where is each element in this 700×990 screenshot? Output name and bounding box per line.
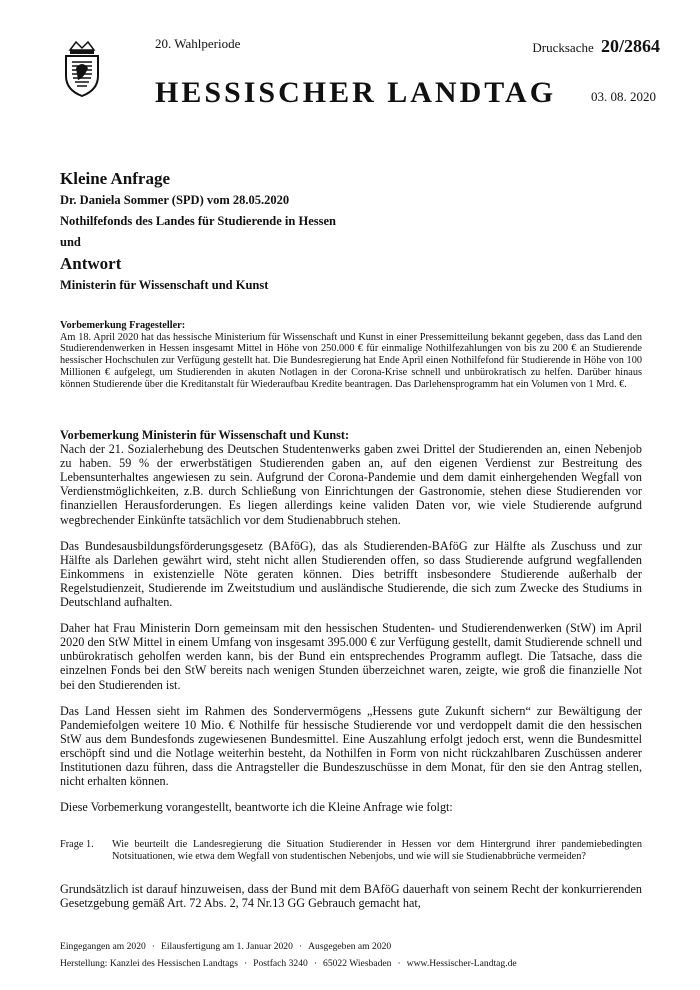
footer-website-link[interactable]: www.Hessischer-Landtag.de	[406, 958, 517, 969]
footer-separator: ·	[298, 941, 303, 952]
preliminary-remark-questioner	[60, 320, 642, 390]
document-heading	[60, 168, 660, 296]
parliament-title: HESSISCHER LANDTAG	[155, 76, 557, 109]
ministry: Ministerin für Wissenschaft und Kunst	[60, 278, 269, 292]
drucksache	[532, 36, 660, 57]
electoral-period: 20. Wahlperiode	[155, 36, 241, 51]
footer-separator: ·	[151, 941, 155, 952]
preliminary-remark-questioner-text: Am 18. April 2020 hat das hessische Ministerium für Wissenschaft und Kunst in einer Pressemitteilung bekannt gegeben, dass das Land den Studierendenwerken in Hessen insgesamt Mittel in Höhe von 250.000 € für einmalige Nothilfezahlungen von bis zu 200 € an Studierende hessischer Hochschulen zur Verfügung gestellt hat. Die Bundesregierung hat Ende April einen Nothilfefond für Studierende in Höhe von 100 Millionen € aufgelegt, um Studierenden in akuten Notlagen in der Corona-Krise schnell und unbürokratisch zu helfen. Darüber hinaus können Studierende über die Kreditanstalt für Wiederaufbau Kredite beantragen. Das Darlehensprogramm hat ein Volumen von 1 Mrd. €.	[60, 331, 642, 390]
footer-po-box: Postfach 3240	[253, 958, 308, 969]
hessen-coat-of-arms-icon	[62, 38, 102, 98]
drucksache-number: 20/2864	[600, 36, 660, 56]
minister-paragraph-5: Diese Vorbemerkung vorangestellt, beantworte ich die Kleine Anfrage wie folgt:	[60, 800, 453, 815]
footer-received: Eingegangen am 2020	[60, 941, 146, 952]
footer-separator: ·	[313, 958, 318, 969]
preliminary-remark-minister-title: Vorbemerkung Ministerin für Wissenschaft und Kunst:	[60, 428, 350, 442]
preliminary-remark-minister	[60, 428, 642, 826]
minister-paragraph-2: Das Bundesausbildungsförderungsgesetz (BAföG), das als Studierenden-BAföG zur Hälfte als Zuschuss und zur Hälfte als Darlehen gewährt wird, steht nicht allen Studierenden offen, so dass Studierende aufgrund wegfallenden Einkommens in existenzielle Nöte geraten können. Dies betrifft insbesondere Studierende außerhalb der Regelstudienzeit, Studierende im Zweitstudium und ausländische Studierende, die sich zum Zwecke des Studiums in Deutschland aufhalten.	[60, 538, 642, 610]
footer-issued: Ausgegeben am 2020	[308, 941, 392, 952]
footer	[60, 938, 660, 972]
question-1-label: Frage 1.	[60, 839, 94, 850]
conjunction: und	[60, 235, 81, 249]
footer-dates	[60, 938, 660, 955]
footer-separator: ·	[243, 958, 248, 969]
footer-separator: ·	[397, 958, 401, 969]
answer-type: Antwort	[60, 254, 122, 273]
inquiry-subject: Nothilfefonds des Landes für Studierende in Hessen	[60, 214, 336, 228]
question-1-text: Wie beurteilt die Landesregierung die Situation Studierender in Hessen vor dem Hintergrund ihrer pandemiebedingten Notsituationen, wie etwa dem Wegfall von studentischen Nebenjobs, und wie will sie Studienabbrüche vermeiden?	[112, 839, 642, 862]
footer-city: 65022 Wiesbaden	[323, 958, 392, 969]
answer-1-text: Grundsätzlich ist darauf hinzuweisen, dass der Bund mit dem BAföG dauerhaft von seinem Recht der konkurrierenden Gesetzgebung gemäß Art. 72 Abs. 2, 74 Nr.13 GG Gebrauch gemacht hat,	[60, 882, 642, 911]
preliminary-remark-questioner-title: Vorbemerkung Fragesteller:	[60, 320, 186, 331]
minister-paragraph-4: Das Land Hessen sieht im Rahmen des Sondervermögens „Hessens gute Zukunft sichern“ zur Bewältigung der Pandemiefolgen weitere 10 Mio. € Nothilfe für hessische Studierende vor und verdoppelt damit die den hessischen StW aus dem Bundesfonds zugewiesenen Bundesmittel. Eine Auszahlung erfolgt jedoch erst, wenn die Bundesmittel erschöpft sind und die Notlage weiterhin besteht, da Nothilfen in Form von nicht rückzahlbaren Zuschüssen anderer Institutionen dazu führen, dass die Antragsteller die Bundeszuschüsse in dem Monat, für den sie den Antrag stellen, nicht erhalten können.	[60, 703, 642, 789]
minister-paragraph-3: Daher hat Frau Ministerin Dorn gemeinsam mit den hessischen Studenten- und Studierendenwerken (StW) im April 2020 den StW Mittel in einem Umfang von insgesamt 395.000 € zur Verfügung gestellt, damit Studierende schnell und unbürokratisch geholfen werden kann, bis der Bund ein entsprechendes Programm auflegt. Die Tatsache, dass die einzelnen Fonds bei den StW bereits nach wenigen Stunden überzeichnet waren, zeigte, wie groß die finanzielle Not bei den Studierenden ist.	[60, 621, 642, 692]
footer-production: Herstellung: Kanzlei des Hessischen Landtags	[60, 958, 238, 969]
inquiry-author: Dr. Daniela Sommer (SPD) vom 28.05.2020	[60, 193, 290, 207]
footer-express-copy: Eilausfertigung am 1. Januar 2020	[161, 941, 293, 952]
drucksache-label: Drucksache	[532, 40, 594, 55]
question-1	[60, 839, 642, 862]
footer-publisher	[60, 955, 660, 972]
inquiry-type: Kleine Anfrage	[60, 169, 171, 188]
document-date: 03. 08. 2020	[591, 89, 656, 104]
minister-paragraph-1: Nach der 21. Sozialerhebung des Deutschen Studentenwerks gaben zwei Drittel der Studierenden an, einen Nebenjob zu haben. 59 % der erwerbstätigen Studierenden gaben an, auf den eigenen Verdienst zur Bestreitung des Lebensunterhaltes angewiesen zu sein. Aufgrund der Corona-Pandemie und dem damit einhergehenden Wegfall von Verdienstmöglichkeiten, z.B. durch Schließung von Einrichtungen der Gastronomie, stehen diese Studierenden vor finanziellen Herausforderungen. Es liegen allerdings keine validen Daten vor, wie viele Studierende aufgrund wegbrechender Einkünfte tatsächlich vor dem Studienabbruch stehen.	[60, 442, 642, 527]
